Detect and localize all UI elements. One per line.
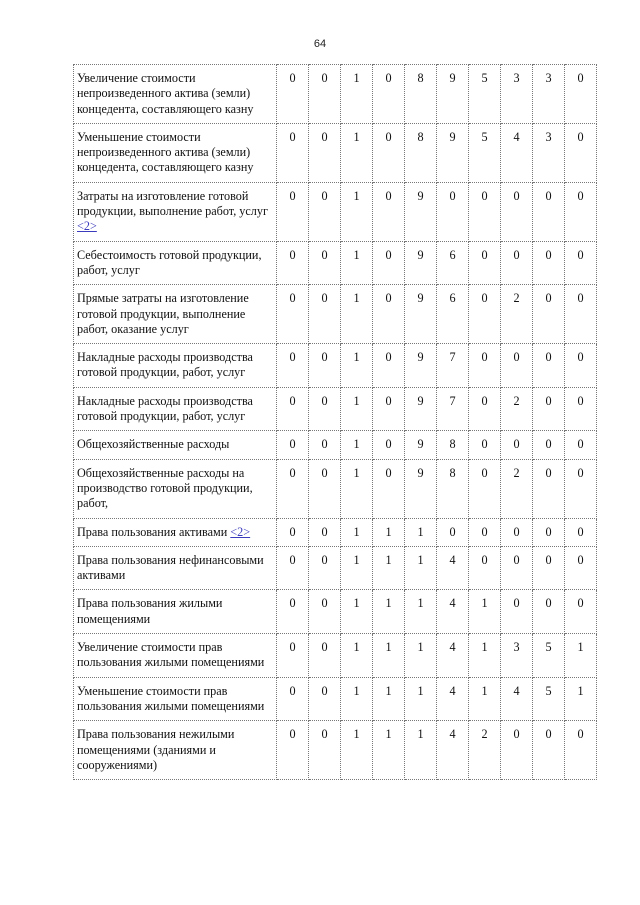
account-name-cell [74, 459, 277, 518]
code-digit-cell: 2 [501, 285, 533, 344]
code-digit-cell: 2 [469, 721, 501, 780]
account-name-cell [74, 590, 277, 634]
code-digit-cell: 4 [437, 634, 469, 678]
code-digit-cell: 0 [533, 431, 565, 459]
account-name-cell [74, 634, 277, 678]
code-digit-cell: 0 [277, 182, 309, 241]
code-digit-cell: 0 [533, 387, 565, 431]
code-digit-cell: 0 [309, 590, 341, 634]
code-digit-cell: 0 [277, 518, 309, 546]
code-digit-cell: 1 [341, 65, 373, 124]
code-digit-cell: 0 [309, 344, 341, 388]
code-digit-cell: 0 [437, 182, 469, 241]
code-digit-cell: 0 [373, 65, 405, 124]
account-name-cell [74, 241, 277, 285]
code-digit-cell: 4 [437, 677, 469, 721]
account-name-cell [74, 182, 277, 241]
code-digit-cell: 0 [309, 677, 341, 721]
account-name: Прямые затраты на изготовление готовой продукции, выполнение работ, оказание услуг [77, 291, 249, 336]
code-digit-cell: 1 [565, 634, 597, 678]
account-name-cell [74, 65, 277, 124]
code-digit-cell: 1 [341, 285, 373, 344]
table-row [74, 546, 597, 590]
code-digit-cell: 1 [341, 546, 373, 590]
account-name: Уменьшение стоимости прав пользования жилыми помещениями [77, 683, 265, 713]
code-digit-cell: 1 [373, 721, 405, 780]
code-digit-cell: 3 [501, 65, 533, 124]
code-digit-cell: 8 [437, 431, 469, 459]
code-digit-cell: 0 [277, 546, 309, 590]
code-digit-cell: 0 [277, 634, 309, 678]
table-row [74, 518, 597, 546]
code-digit-cell: 0 [533, 546, 565, 590]
code-digit-cell: 0 [469, 518, 501, 546]
code-digit-cell: 0 [501, 344, 533, 388]
table-row [74, 590, 597, 634]
code-digit-cell: 0 [533, 459, 565, 518]
code-digit-cell: 1 [341, 518, 373, 546]
code-digit-cell: 0 [277, 123, 309, 182]
code-digit-cell: 3 [501, 634, 533, 678]
code-digit-cell: 9 [437, 65, 469, 124]
code-digit-cell: 1 [341, 721, 373, 780]
code-digit-cell: 6 [437, 285, 469, 344]
code-digit-cell: 0 [533, 518, 565, 546]
code-digit-cell: 8 [405, 123, 437, 182]
account-name-cell [74, 285, 277, 344]
code-digit-cell: 0 [373, 241, 405, 285]
code-digit-cell: 9 [405, 182, 437, 241]
code-digit-cell: 4 [437, 546, 469, 590]
table-row [74, 241, 597, 285]
code-digit-cell: 9 [405, 285, 437, 344]
footnote-link[interactable]: <2> [230, 524, 251, 539]
code-digit-cell: 1 [373, 546, 405, 590]
code-digit-cell: 1 [469, 677, 501, 721]
code-digit-cell: 0 [565, 344, 597, 388]
code-digit-cell: 0 [469, 546, 501, 590]
code-digit-cell: 1 [341, 634, 373, 678]
code-digit-cell: 1 [565, 677, 597, 721]
code-digit-cell: 0 [277, 431, 309, 459]
code-digit-cell: 0 [565, 590, 597, 634]
code-digit-cell: 1 [373, 518, 405, 546]
code-digit-cell: 0 [309, 459, 341, 518]
code-digit-cell: 0 [309, 634, 341, 678]
code-digit-cell: 1 [341, 344, 373, 388]
code-digit-cell: 1 [405, 634, 437, 678]
code-digit-cell: 0 [277, 459, 309, 518]
code-digit-cell: 1 [405, 518, 437, 546]
table-row [74, 387, 597, 431]
code-digit-cell: 0 [501, 431, 533, 459]
code-digit-cell: 0 [309, 518, 341, 546]
account-code-table [73, 64, 597, 780]
code-digit-cell: 0 [277, 590, 309, 634]
code-digit-cell: 0 [277, 721, 309, 780]
account-name: Себестоимость готовой продукции, работ, услуг [77, 247, 262, 277]
code-digit-cell: 0 [309, 387, 341, 431]
account-name: Увеличение стоимости прав пользования жилыми помещениями [77, 640, 265, 670]
table-row [74, 182, 597, 241]
account-name: Права пользования нежилыми помещениями (зданиями и сооружениями) [77, 727, 235, 772]
code-digit-cell: 1 [405, 677, 437, 721]
code-digit-cell: 7 [437, 344, 469, 388]
code-digit-cell: 1 [469, 634, 501, 678]
code-digit-cell: 1 [341, 182, 373, 241]
code-digit-cell: 0 [501, 546, 533, 590]
table-row [74, 344, 597, 388]
code-digit-cell: 1 [341, 123, 373, 182]
code-digit-cell: 0 [565, 546, 597, 590]
account-name: Общехозяйственные расходы на производство готовой продукции, работ, [77, 465, 253, 511]
code-digit-cell: 0 [565, 518, 597, 546]
table-row [74, 123, 597, 182]
code-digit-cell: 0 [565, 241, 597, 285]
code-digit-cell: 0 [309, 241, 341, 285]
table-row [74, 285, 597, 344]
code-digit-cell: 0 [565, 285, 597, 344]
code-digit-cell: 0 [565, 65, 597, 124]
table-row [74, 721, 597, 780]
code-digit-cell: 0 [277, 677, 309, 721]
code-digit-cell: 0 [373, 387, 405, 431]
code-digit-cell: 0 [437, 518, 469, 546]
code-digit-cell: 0 [469, 459, 501, 518]
code-digit-cell: 0 [309, 285, 341, 344]
code-digit-cell: 0 [309, 546, 341, 590]
code-digit-cell: 0 [373, 182, 405, 241]
code-digit-cell: 0 [469, 387, 501, 431]
code-digit-cell: 0 [309, 721, 341, 780]
code-digit-cell: 0 [373, 431, 405, 459]
code-digit-cell: 1 [341, 241, 373, 285]
code-digit-cell: 1 [373, 590, 405, 634]
code-digit-cell: 1 [469, 590, 501, 634]
code-digit-cell: 0 [533, 241, 565, 285]
code-digit-cell: 7 [437, 387, 469, 431]
code-digit-cell: 0 [277, 387, 309, 431]
code-digit-cell: 9 [405, 431, 437, 459]
account-name: Накладные расходы производства готовой продукции, работ, услуг [77, 350, 253, 380]
code-digit-cell: 0 [309, 182, 341, 241]
code-digit-cell: 1 [373, 677, 405, 721]
code-digit-cell: 1 [341, 387, 373, 431]
code-digit-cell: 0 [469, 241, 501, 285]
code-digit-cell: 0 [565, 123, 597, 182]
code-digit-cell: 9 [405, 344, 437, 388]
account-name: Права пользования жилыми помещениями [77, 596, 223, 626]
account-name: Права пользования нефинансовыми активами [77, 552, 264, 583]
account-name: Общехозяйственные расходы [77, 437, 230, 452]
code-digit-cell: 0 [469, 431, 501, 459]
table-row [74, 431, 597, 459]
account-name-cell [74, 123, 277, 182]
code-digit-cell: 0 [469, 344, 501, 388]
code-digit-cell: 1 [341, 459, 373, 518]
footnote-link[interactable]: <2> [77, 219, 97, 234]
code-digit-cell: 0 [277, 285, 309, 344]
code-digit-cell: 1 [405, 546, 437, 590]
account-name-cell [74, 387, 277, 431]
code-digit-cell: 6 [437, 241, 469, 285]
code-digit-cell: 0 [565, 459, 597, 518]
account-name-cell [74, 721, 277, 780]
code-digit-cell: 4 [501, 677, 533, 721]
code-digit-cell: 0 [533, 590, 565, 634]
code-digit-cell: 9 [405, 387, 437, 431]
code-digit-cell: 0 [565, 182, 597, 241]
code-digit-cell: 0 [501, 241, 533, 285]
code-digit-cell: 4 [437, 590, 469, 634]
code-digit-cell: 0 [373, 285, 405, 344]
code-digit-cell: 1 [405, 721, 437, 780]
table-body [74, 65, 597, 780]
code-digit-cell: 0 [501, 721, 533, 780]
code-digit-cell: 9 [405, 241, 437, 285]
code-digit-cell: 0 [565, 431, 597, 459]
code-digit-cell: 5 [469, 123, 501, 182]
account-name-cell [74, 546, 277, 590]
code-digit-cell: 0 [277, 344, 309, 388]
code-digit-cell: 0 [309, 65, 341, 124]
code-digit-cell: 0 [277, 241, 309, 285]
code-digit-cell: 5 [533, 634, 565, 678]
table-row [74, 65, 597, 124]
code-digit-cell: 4 [437, 721, 469, 780]
code-digit-cell: 8 [437, 459, 469, 518]
code-digit-cell: 2 [501, 459, 533, 518]
account-name: Накладные расходы производства готовой продукции, работ, услуг [77, 393, 253, 424]
code-digit-cell: 0 [565, 721, 597, 780]
code-digit-cell: 9 [437, 123, 469, 182]
page-number: 64 [313, 38, 327, 50]
account-name-cell [74, 431, 277, 459]
code-digit-cell: 0 [277, 65, 309, 124]
code-digit-cell: 1 [405, 590, 437, 634]
code-digit-cell: 2 [501, 387, 533, 431]
code-digit-cell: 0 [501, 590, 533, 634]
code-digit-cell: 1 [341, 590, 373, 634]
code-digit-cell: 4 [501, 123, 533, 182]
account-name-cell [74, 518, 277, 546]
account-name-cell [74, 677, 277, 721]
code-digit-cell: 0 [533, 285, 565, 344]
code-digit-cell: 0 [309, 123, 341, 182]
account-name: Права пользования активами [77, 524, 231, 539]
code-digit-cell: 0 [469, 182, 501, 241]
code-digit-cell: 0 [309, 431, 341, 459]
code-digit-cell: 0 [501, 182, 533, 241]
code-digit-cell: 5 [533, 677, 565, 721]
code-digit-cell: 0 [533, 721, 565, 780]
code-digit-cell: 9 [405, 459, 437, 518]
account-name: Увеличение стоимости непроизведенного актива (земли) концедента, составляющего казну [77, 71, 254, 116]
code-digit-cell: 8 [405, 65, 437, 124]
code-digit-cell: 0 [469, 285, 501, 344]
code-digit-cell: 5 [469, 65, 501, 124]
code-digit-cell: 0 [533, 344, 565, 388]
code-digit-cell: 0 [501, 518, 533, 546]
code-digit-cell: 3 [533, 123, 565, 182]
code-digit-cell: 0 [373, 344, 405, 388]
code-digit-cell: 1 [373, 634, 405, 678]
table-row [74, 677, 597, 721]
code-digit-cell: 0 [533, 182, 565, 241]
code-digit-cell: 1 [341, 431, 373, 459]
account-name: Уменьшение стоимости непроизведенного актива (земли) концедента, составляющего казну [77, 129, 254, 175]
table-row [74, 634, 597, 678]
account-name: Затраты на изготовление готовой продукции, выполнение работ, услуг [77, 188, 268, 219]
table-row [74, 459, 597, 518]
account-name-cell [74, 344, 277, 388]
code-digit-cell: 0 [373, 123, 405, 182]
code-digit-cell: 0 [373, 459, 405, 518]
code-digit-cell: 1 [341, 677, 373, 721]
code-digit-cell: 3 [533, 65, 565, 124]
code-digit-cell: 0 [565, 387, 597, 431]
